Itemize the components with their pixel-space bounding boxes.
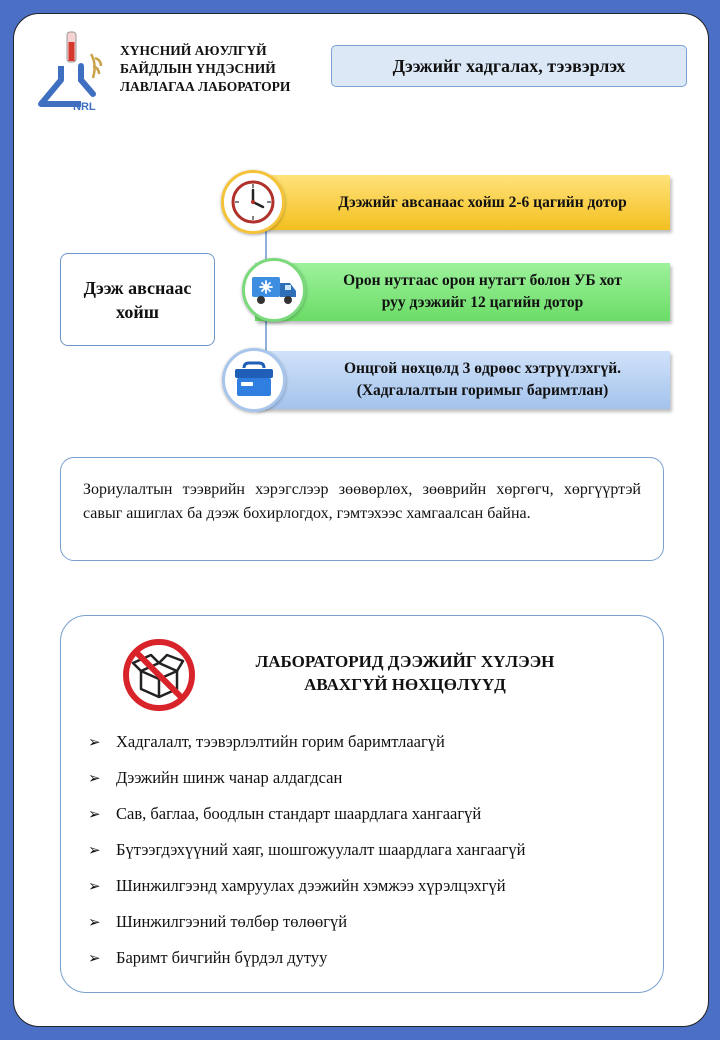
- page-title: Дээжийг хадгалах, тээвэрлэх: [331, 45, 687, 87]
- arrow-bullet-icon: ➢: [88, 770, 101, 787]
- list-item-text: Бүтээгдэхүүний хаяг, шошгожуулалт шаардлага хангаагүй: [116, 840, 526, 859]
- nrl-logo: [33, 28, 109, 112]
- refrigerated-truck-icon: [242, 258, 306, 322]
- list-item-text: Баримт бичгийн бүрдэл дутуу: [116, 948, 328, 967]
- org-line-3: ЛАВЛАГАА ЛАБОРАТОРИ: [120, 79, 291, 94]
- timing-label-line-1: Дээж авснаас: [83, 277, 192, 298]
- no-damaged-box-icon: [121, 637, 197, 713]
- rejection-title: [225, 650, 585, 696]
- transport-note: Зориулалтын тээврийн хэрэгслээр зөөвөрлөх, зөөврийн хөргөгч, хөргүүртэй савыг ашиглах ба дээж бохирлогдох, гэмтэхээс хамгаалсан байна.: [60, 457, 664, 561]
- list-item: [88, 940, 658, 976]
- timing-item-1-text: Дээжийг авсанаас хойш 2-6 цагийн дотор: [338, 193, 627, 211]
- arrow-bullet-icon: ➢: [88, 842, 101, 859]
- rejection-title-line-2: АВАХГҮЙ НӨХЦӨЛҮҮД: [304, 675, 506, 694]
- timing-item-3: [255, 351, 670, 409]
- list-item: [88, 796, 658, 832]
- arrow-bullet-icon: ➢: [88, 950, 101, 967]
- org-line-1: ХҮНСНИЙ АЮУЛГҮЙ: [120, 43, 267, 58]
- rejection-title-line-1: ЛАБОРАТОРИД ДЭЭЖИЙГ ХҮЛЭЭН: [255, 652, 555, 671]
- cooler-box-icon: [222, 348, 286, 412]
- org-line-2: БАЙДЛЫН ҮНДЭСНИЙ: [120, 61, 276, 76]
- list-item-text: Сав, баглаа, боодлын стандарт шаардлага хангаагүй: [116, 804, 482, 823]
- svg-text:NRL: NRL: [73, 101, 96, 112]
- list-item: [88, 832, 658, 868]
- rejection-list: [88, 724, 658, 976]
- clock-icon: [221, 170, 285, 234]
- list-item-text: Шинжилгээний төлбөр төлөөгүй: [116, 912, 348, 931]
- timing-label: [60, 253, 215, 346]
- timing-item-2-line-1: Орон нутгаас орон нутагт болон УБ хот: [343, 272, 622, 289]
- timing-item-3-line-1: Онцгой нөхцөлд 3 өдрөөс хэтрүүлэхгүй.: [343, 360, 622, 377]
- timing-item-2-line-2: руу дээжийг 12 цагийн дотор: [381, 294, 584, 311]
- arrow-bullet-icon: ➢: [88, 878, 101, 895]
- timing-item-3-line-2: (Хадгалалтын горимыг баримтлан): [356, 382, 609, 399]
- organization-name: [120, 42, 330, 96]
- list-item: [88, 868, 658, 904]
- list-item: [88, 724, 658, 760]
- timing-item-1: [255, 175, 670, 230]
- list-item-text: Дээжийн шинж чанар алдагдсан: [116, 768, 343, 787]
- list-item: [88, 760, 658, 796]
- timing-item-2: [255, 263, 670, 321]
- list-item: [88, 904, 658, 940]
- list-item-text: Хадгалалт, тээвэрлэлтийн горим баримтлаагүй: [116, 732, 445, 751]
- timing-label-line-2: хойш: [116, 301, 159, 322]
- arrow-bullet-icon: ➢: [88, 734, 101, 751]
- list-item-text: Шинжилгээнд хамруулах дээжийн хэмжээ хүрэлцэхгүй: [116, 876, 506, 895]
- arrow-bullet-icon: ➢: [88, 806, 101, 823]
- arrow-bullet-icon: ➢: [88, 914, 101, 931]
